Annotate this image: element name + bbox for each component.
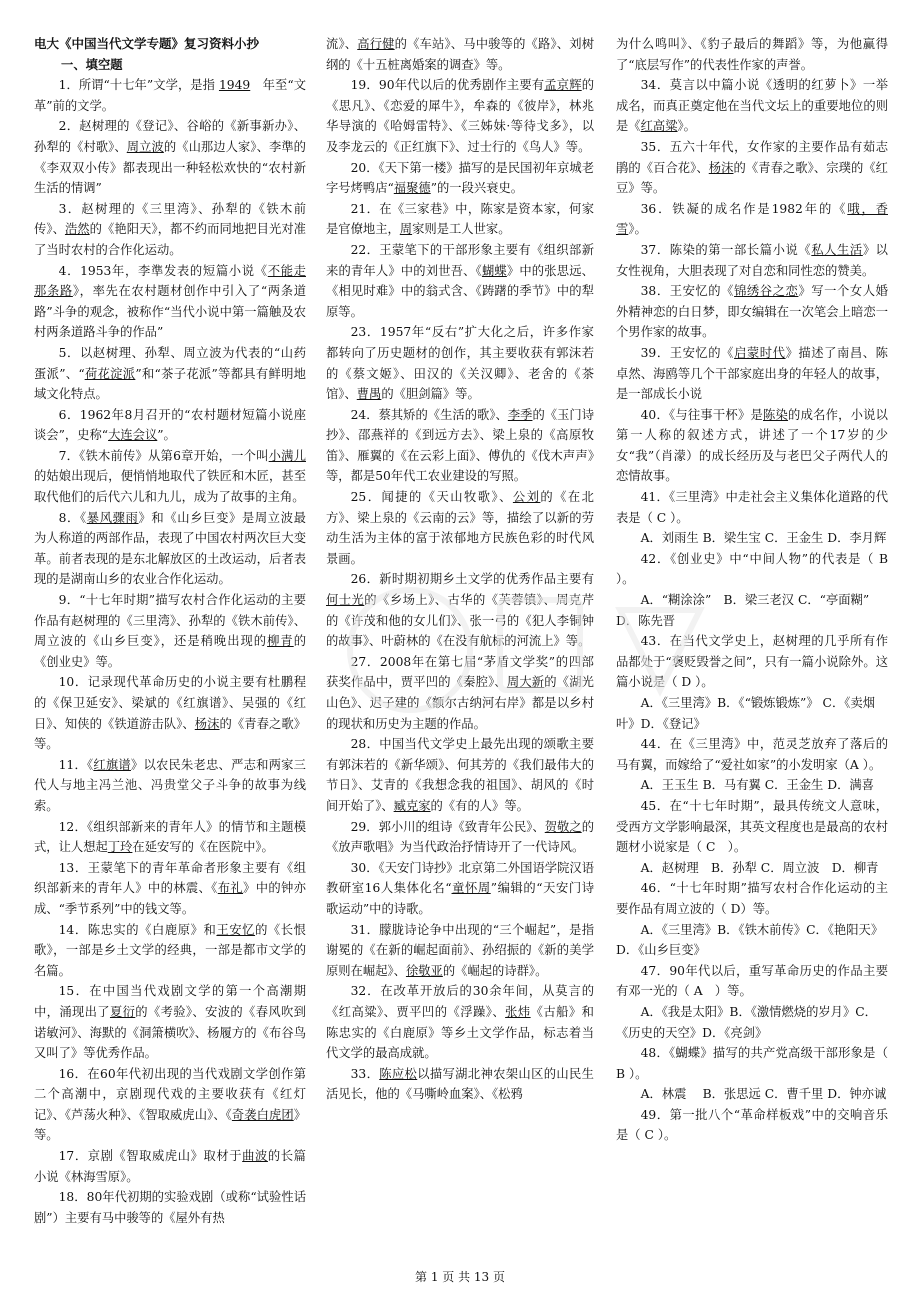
question-item [326, 34, 594, 75]
question-text: 20．《天下第一楼》描写的是民国初年京城老字号烤鸭店“ [326, 160, 594, 196]
answer-blank: 1949 [218, 78, 251, 93]
answer-options [616, 693, 888, 734]
question-item [34, 1146, 306, 1187]
question-text: A．《我是太阳》B．《激情燃烧的岁月》C．《历史的天空》D．《亮剑》 [616, 1004, 877, 1040]
question-text: 48．《蝴蝶》描写的共产党高级干部形象是（ B ）。 [616, 1046, 888, 1081]
question-text: 的《胆剑篇》等。 [381, 387, 480, 402]
question-text: 的《艳阳天》，都不约而同地把目光对准了当时农村的合作化运动。 [34, 222, 306, 257]
question-item [326, 858, 594, 920]
answer-blank: 曹禺 [356, 387, 382, 402]
answer-options [616, 1084, 888, 1105]
answer-options [616, 590, 888, 631]
answer-blank: 陈应松 [379, 1066, 418, 1081]
question-item [326, 322, 594, 404]
answer-blank: 杨沫 [194, 716, 220, 731]
question-text: 26．新时期初期乡土文学的优秀作品主要有 [350, 572, 594, 587]
answer-blank: 曲波 [242, 1149, 268, 1164]
question-text: 》中的钟亦成、“季节系列”中的钱文等。 [34, 881, 306, 916]
answer-blank: 红旗谱 [93, 757, 131, 772]
answer-blank: 李季 [507, 407, 533, 422]
question-text: 21．在《三家巷》中，陈家是资本家，何家是官僚地主， [326, 201, 594, 237]
question-text: 》写一个女人婚外精神恋的白日梦，即女编辑在一次笔会上暗恋一个男作家的故事。 [616, 284, 888, 340]
answer-blank: 周立波 [126, 139, 164, 154]
question-item [616, 199, 888, 240]
question-text: 42．《创业史》中“中间人物”的代表是（ B ）。 [616, 551, 901, 587]
column-middle [326, 34, 594, 1105]
question-text: 的《放声歌唱》为当代政治抒情诗开了一代诗风。 [326, 819, 594, 855]
question-text: 的《乡场上》、古华的《芙蓉镇》、周克芹的《许茂和他的女儿们》、张一弓的《犯人李铜钟的故事》、叶蔚林的《在没有航标的河流上》等。 [326, 593, 594, 649]
question-item [616, 1043, 888, 1084]
answer-blank: 红高粱 [640, 119, 678, 134]
question-text: 25．闻捷的《天山牧歌》、 [350, 490, 513, 505]
section-heading: 一、填空题 [61, 56, 123, 72]
answer-blank: 童怀周 [451, 881, 491, 896]
answer-blank: 丁玲 [107, 840, 133, 855]
question-item [326, 817, 594, 858]
question-text: 47．90年代以后，重写革命历史的作品主要有邓一光的（ A ）等。 [616, 963, 888, 999]
question-item [326, 240, 594, 322]
question-item [326, 405, 594, 487]
question-text: 34．莫言以中篇小说《透明的红萝卜》一举成名，而真正奠定他在当代文坛上的重要地位的则是《 [616, 78, 888, 134]
question-text: 24．蔡其矫的《生活的歌》、 [350, 407, 508, 422]
question-text: 》描述了南昌、陈卓然、海鸥等几个干部家庭出身的年轻人的故事，是一部成长小说 [616, 345, 888, 402]
answer-blank: 柳青 [267, 634, 294, 649]
question-text: 35．五六十年代，女作家的主要作品有茹志鹃的《百合花》、 [616, 139, 888, 175]
page-footer: 第 1 页 共 13 页 [415, 1270, 505, 1284]
question-text: 的成名作，小说以第一人称的叙述方式，讲述了一个17岁的少女“我”（肖濛）的成长经历及与老巴父子两代人的恋情故事。 [616, 407, 888, 484]
question-text: 23．1957年“反右”扩大化之后，许多作家都转向了历史题材的创作，其主要收获有郭沫若的《蔡文姬》、田汉的《关汉卿》、老舍的《茶馆》、 [326, 325, 594, 402]
question-item [34, 261, 306, 343]
question-text: 的姑娘出现后，便悄悄地取代了铁匠和木匠，甚至取代他们的后代六儿和九儿，成为了故事的主角。 [34, 469, 306, 505]
question-text: A．《三里湾》B．《铁木前传》C．《艳阳天》D．《山乡巨变》 [616, 922, 884, 958]
question-text: 的《创业史》等。 [34, 634, 306, 669]
answer-blank: 杨沫 [708, 160, 734, 175]
answer-blank: 王安忆 [216, 922, 256, 937]
answer-blank: 哦，香雪 [616, 201, 888, 237]
question-text: 的《车站》、马中骏等的《路》、刘树纲的《十五桩离婚案的调查》等。 [326, 37, 594, 72]
question-text: 的《玉门诗抄》、邵燕祥的《到远方去》、梁上泉的《高原牧笛》、雁翼的《在云彩上面》、傅仇的《伐木声声》等，都是50年代工农业建设的写照。 [326, 407, 594, 484]
answer-blank: 夏衍 [109, 1004, 136, 1019]
question-text: 5．以赵树理、孙犁、周立波为代表的“山药蛋派”、“ [34, 345, 306, 381]
question-text: 31．朦胧诗论争中出现的“三个崛起”，是指谢冕的《在新的崛起面前》、孙绍振的《新的美学原则在崛起》、 [326, 922, 594, 978]
question-text: 的《在北方》、梁上泉的《云南的云》等，描绘了以新的劳动生活为主体的富于浓郁地方民族色彩的时代风景画。 [326, 490, 594, 566]
question-text: 》。 [677, 119, 696, 134]
question-item [616, 487, 888, 528]
question-text: 7．《铁木前传》从第6章开始，一个叫 [58, 448, 269, 463]
answer-blank: 贺敬之 [544, 819, 582, 834]
question-text: 的《青春之歌》等。 [34, 716, 306, 752]
question-text: 《古船》和陈忠实的《白鹿原》等乡土文学作品，标志着当代文学的最高成就。 [326, 1004, 594, 1061]
question-text: 36．铁凝的成名作是1982年的《 [640, 201, 848, 216]
answer-blank: 私人生活 [811, 242, 863, 257]
question-item [616, 961, 888, 1002]
question-text: 的《崛起的诗群》。 [442, 963, 548, 978]
question-item [616, 796, 888, 858]
question-text: 》以女性视角，大胆表现了对自恋和同性恋的赞美。 [616, 242, 888, 278]
question-text: 在延安写的《在医院中》。 [132, 840, 274, 855]
question-text: 32．在改革开放后的30余年间，从莫言的《红高粱》、贾平凹的《浮躁》、 [326, 984, 594, 1019]
question-text: 》。 [628, 222, 647, 237]
question-item [34, 672, 306, 754]
question-text: 的《山那边人家》、李準的《李双双小传》都表现出一种轻松欢快的“农村新生活的情调” [34, 139, 306, 196]
question-text: 》，率先在农村题材创作中引入了“两条道路”斗争的观念，被称作“当代小说中第一篇触及农村两条道路斗争的作品” [34, 284, 306, 340]
answer-options [616, 858, 888, 879]
answer-blank: 暴风骤雨 [86, 510, 139, 525]
question-item [616, 240, 888, 281]
answer-options [616, 1002, 888, 1043]
question-item [34, 508, 306, 590]
question-item [34, 199, 306, 261]
question-text: 12．《组织部新来的青年人》的情节和主题模式，让人想起 [34, 819, 306, 855]
answer-blank: 孟京辉 [544, 78, 582, 93]
question-text: 1．所谓“十七年”文学，是指 [58, 78, 219, 93]
question-text: 38．王安忆的《 [640, 284, 735, 299]
question-text: A．王玉生 B．马有翼 C．王金生 D．满喜 [640, 778, 874, 793]
question-text: 45．在“十七年时期”，最具传统文人意味，受西方文学影响最深，其英文程度也是最高的农村题材小说家是（ C ）。 [616, 798, 888, 855]
question-item [616, 734, 888, 775]
answer-blank: 陈染 [763, 407, 789, 422]
question-text: 9．“十七年时期”描写农村合作化运动的主要作品有赵树理的《三里湾》、孙犁的《铁木前传》、周立波的《山乡巨变》，还是稍晚出现的 [34, 593, 306, 649]
question-text: ”。 [157, 428, 176, 443]
question-item [34, 817, 306, 858]
answer-blank: 荷花淀派 [84, 366, 136, 381]
question-item [34, 755, 306, 817]
question-text: 22．王蒙笔下的干部形象主要有《组织部新来的青年人》中的刘世吾、《 [326, 242, 594, 278]
question-text: 4．1953年，李準发表的短篇小说《 [58, 263, 268, 278]
question-item [326, 920, 594, 982]
question-text: 6．1962年8月召开的“农村题材短篇小说座谈会”，史称“ [34, 407, 306, 443]
question-item [326, 652, 594, 734]
answer-blank: 小满儿 [268, 448, 306, 463]
answer-blank: 张炜 [505, 1004, 531, 1019]
question-item [616, 1105, 888, 1146]
answer-options [616, 528, 888, 549]
document-title: 电大《中国当代文学专题》复习资料小抄 [34, 36, 260, 51]
question-text: 2．赵树理的《登记》、谷峪的《新事新办》、孙犁的《村歌》、 [34, 119, 306, 154]
column-left-items [34, 75, 306, 1228]
question-text: 为什么鸣叫》、《豹子最后的舞蹈》等，为他赢得了“底层写作”的代表性作家的声誉。 [616, 37, 888, 72]
question-item [34, 446, 306, 508]
question-item [326, 75, 594, 157]
question-item [616, 137, 888, 199]
question-item [34, 75, 306, 116]
question-item [616, 549, 901, 590]
question-text: 年至“文革”前的文学。 [34, 78, 306, 113]
question-text: 》和《山乡巨变》是周立波最为人称道的两部作品，表现了中国农村两次巨大变革。前者表现的是东北解放区的土改运动，后者表现的是湖南山乡的农业合作化运动。 [34, 510, 306, 587]
question-text: 流》、 [326, 37, 358, 51]
question-text: A．《三里湾》B．《“锻炼锻炼”》 C．《卖烟叶》D．《登记》 [616, 696, 875, 731]
question-item [326, 981, 594, 1063]
question-text: 15．在中国当代戏剧文学的第一个高潮期中，涌现出了 [34, 984, 306, 1019]
question-text: 13．王蒙笔下的青年革命者形象主要有《组织部新来的青年人》中的林震、《 [34, 860, 306, 896]
question-text: 17．京剧《智取威虎山》取材于 [58, 1149, 243, 1164]
answer-blank: 奇袭白虎团 [231, 1107, 294, 1122]
answer-blank: 公刘 [512, 490, 541, 505]
question-item [616, 343, 888, 405]
answer-blank: 蝴蝶 [481, 263, 507, 278]
question-item [326, 199, 594, 240]
column-right-items [616, 34, 901, 1146]
answer-blank: 不能走那条路 [34, 263, 306, 299]
question-text: 18．80年代初期的实验戏剧（或称“试验性话剧”）主要有马中骏等的《屋外有热 [34, 1190, 306, 1225]
question-text: 的《有的人》等。 [430, 798, 529, 813]
question-item [34, 1064, 306, 1146]
question-text: 33． [350, 1066, 380, 1081]
question-text: 的《湖光山色》、迟子建的《额尔古纳河右岸》都是以乡村的现状和历史为主题的作品。 [326, 675, 594, 731]
question-text: 8．《 [58, 510, 87, 525]
question-text: 的《思凡》、《恋爱的犀牛》，牟森的《彼岸》，林兆华导演的《哈姆雷特》、《三姊妹·等待戈多》，以及李龙云的《正红旗下》、过士行的《鸟人》等。 [326, 78, 594, 154]
answer-blank: 高行健 [357, 37, 395, 51]
question-text: A．赵树理 B．孙犁 C．周立波 D．柳青 [640, 860, 879, 875]
question-text: 家则是工人世家。 [412, 222, 511, 237]
question-item [34, 343, 306, 405]
answer-blank: 福聚德 [393, 181, 431, 196]
question-text: 49．第一批八个“革命样板戏”中的交响音乐是（ C ）。 [616, 1107, 888, 1143]
question-text: ”和“茶子花派”等都具有鲜明地域文化特点。 [34, 366, 306, 402]
question-text: 27．2008年在第七届“茅盾文学奖”的四部获奖作品中，贾平凹的《秦腔》、 [326, 654, 594, 690]
question-item [616, 281, 888, 343]
question-item [616, 405, 888, 487]
question-text: 37．陈染的第一部长篇小说《 [640, 242, 812, 257]
question-text: 的《长恨歌》，一部是乡土文学的经典，一部是都市文学的名篇。 [34, 922, 306, 978]
answer-blank: 大连会议 [108, 428, 158, 443]
question-text: 的长篇小说《林海雪原》。 [34, 1149, 306, 1184]
question-text: 11．《 [58, 757, 94, 772]
answer-blank: 启蒙时代 [734, 345, 786, 360]
question-item [616, 878, 888, 919]
answer-blank: 臧克家 [393, 798, 431, 813]
question-item [34, 405, 306, 446]
question-text: ”编辑的“天安门诗歌运动”中的诗歌。 [326, 881, 594, 916]
question-text: 43．在当代文学史上，赵树理的几乎所有作品都处于“褒贬毁誉之间”，只有一篇小说除外。这篇小说是（ D ）。 [616, 634, 888, 690]
question-item [326, 1064, 594, 1105]
answer-options [616, 775, 888, 796]
column-left [34, 34, 306, 1228]
question-item [326, 487, 594, 569]
question-item [616, 75, 888, 137]
answer-blank: 布礼 [217, 881, 244, 896]
question-text: 30．《天安门诗抄》北京第二外国语学院汉语教研室16人集体化名“ [326, 860, 594, 896]
question-item [34, 920, 306, 982]
question-item [326, 158, 594, 199]
question-text: 29．郭小川的组诗《致青年公民》、 [350, 819, 545, 834]
question-text: A．刘雨生 B．梁生宝 C．王金生 D．李月辉 [640, 531, 887, 546]
question-text: 》以农民朱老忠、严志和两家三代人与地主冯兰池、冯贵堂父子斗争的故事为线索。 [34, 757, 306, 813]
question-text: 3．赵树理的《三里湾》、孙犁的《铁木前传》、 [34, 201, 306, 237]
column-right [616, 34, 901, 1146]
question-text: 46．“十七年时期”描写农村合作化运动的主要作品有周立波的（ D）等。 [616, 881, 888, 916]
question-text: 》等。 [34, 1107, 306, 1143]
answer-blank: 何士光 [326, 593, 365, 608]
question-text: ”的一段兴衰史。 [430, 181, 524, 196]
question-text: 19．90年代以后的优秀剧作主要有 [350, 78, 545, 93]
question-item [616, 34, 888, 75]
question-text: A．“糊涂涂” B．梁三老汉 C．“亭面糊” D．陈先晋 [616, 593, 882, 628]
answer-blank: 浩然 [64, 222, 90, 237]
question-text: 以描写湖北神农架山区的山民生活见长，他的《马嘶岭血案》、《松鸦 [326, 1066, 594, 1102]
question-item [34, 858, 306, 920]
answer-blank: 周 [399, 222, 413, 237]
question-text: 28．中国当代文学史上最先出现的颂歌主要有郭沫若的《新华颂》、何其芳的《我们最伟大的节日》、艾青的《我想念我的祖国》、胡风的《时间开始了》、 [326, 737, 594, 813]
question-text: A．林震 B．张思远 C．曹千里 D．钟亦诚 [640, 1087, 887, 1102]
answer-options [616, 920, 888, 961]
question-item [326, 569, 594, 651]
column-middle-items [326, 34, 594, 1105]
question-text: 》中的张思远、《相见时难》中的翁式含、《踌躇的季节》中的犁原等。 [326, 263, 594, 319]
question-item [34, 116, 306, 198]
question-item [326, 734, 594, 816]
question-item [34, 1187, 306, 1228]
question-item [34, 590, 306, 672]
question-text: 10．记录现代革命历史的小说主要有杜鹏程的《保卫延安》、梁斌的《红旗谱》、吴强的《红日》、知侠的《铁道游击队》、 [34, 675, 306, 731]
question-text: 的《青春之歌》、宗璞的《红豆》等。 [616, 160, 888, 196]
question-text: 的《考验》、安波的《春风吹到诺敏河》、海默的《洞箫横吹》、杨履方的《布谷鸟又叫了》等优秀作品。 [34, 1004, 306, 1061]
question-item [34, 981, 306, 1063]
question-text: 14．陈忠实的《白鹿原》和 [58, 922, 217, 937]
question-text: 39．王安忆的《 [640, 345, 735, 360]
answer-blank: 周大新 [506, 675, 545, 690]
question-text: 40．《与往事干杯》是 [640, 407, 763, 422]
answer-blank: 锦绣谷之恋 [734, 284, 799, 299]
question-text: 41．《三里湾》中走社会主义集体化道路的代表是（ C ）。 [616, 490, 888, 525]
question-text: 16．在60年代初出现的当代戏剧文学创作第二个高潮中，京剧现代戏的主要收获有《红灯记》、《芦荡火种》、《智取威虎山》、《 [34, 1066, 306, 1122]
question-text: 44．在《三里湾》中，范灵芝放弃了落后的马有翼，而嫁给了“爱社如家”的小发明家（A ）。 [616, 737, 888, 772]
question-item [616, 631, 888, 693]
answer-blank: 徐敬亚 [405, 963, 443, 978]
